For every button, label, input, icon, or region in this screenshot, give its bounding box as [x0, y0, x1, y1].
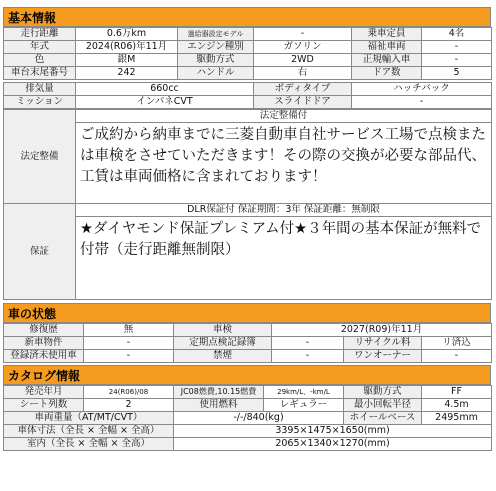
value-mileage: 0.6万km: [76, 28, 178, 41]
warranty-text: ★ダイヤモンド保証プレミアム付★３年間の基本保証が無料で付帯（走行距離無制限）: [76, 217, 492, 300]
label-non-smoking: 禁煙: [174, 350, 272, 363]
table-row: [4, 41, 492, 54]
table-row: [4, 425, 492, 438]
label-legal-maintenance: 法定整備: [4, 110, 76, 204]
label-warranty: 保証: [4, 204, 76, 300]
label-new-car: 新車物件: [4, 337, 84, 350]
label-chassis: 車台末尾番号: [4, 67, 76, 80]
label-weight: 車両重量（AT/MT/CVT）: [4, 412, 174, 425]
label-handle: ハンドル: [178, 67, 254, 80]
value-transmission: インパネCVT: [76, 96, 254, 109]
value-drive: 2WD: [254, 54, 352, 67]
value-catalog-drive: FF: [422, 386, 492, 399]
label-doors: ドア数: [352, 67, 422, 80]
label-capacity: 乗車定員: [352, 28, 422, 41]
label-unused: 登録済未使用車: [4, 350, 84, 363]
value-weight: -/-/840(kg): [174, 412, 344, 425]
value-import: -: [422, 54, 492, 67]
table-row: [4, 83, 492, 96]
label-body-size: 車体寸法（全長 × 全幅 × 全高）: [4, 425, 174, 438]
table-row: [4, 123, 492, 204]
value-body-type: ハッチバック: [352, 83, 492, 96]
table-row: [4, 386, 492, 399]
label-repair-history: 修復歴: [4, 324, 84, 337]
value-supercharger: -: [254, 28, 352, 41]
value-recycle: リ済込: [422, 337, 492, 350]
label-release: 発売年月: [4, 386, 84, 399]
basic-info-table: [3, 27, 492, 80]
table-row: [4, 204, 492, 217]
value-interior-size: 2065×1340×1270(mm): [174, 438, 492, 451]
label-seat-rows: シート列数: [4, 399, 84, 412]
label-drive: 駆動方式: [178, 54, 254, 67]
value-capacity: 4名: [422, 28, 492, 41]
label-turning-radius: 最小回転半径: [344, 399, 422, 412]
value-doors: 5: [422, 67, 492, 80]
table-row: [4, 350, 492, 363]
value-color: 銀M: [76, 54, 178, 67]
label-import: 正規輸入車: [352, 54, 422, 67]
value-unused: -: [84, 350, 174, 363]
label-recycle: リサイクル料: [344, 337, 422, 350]
legal-maintenance-note: 法定整備付: [76, 110, 492, 123]
label-wheelbase: ホイールベース: [344, 412, 422, 425]
label-catalog-drive: 駆動方式: [344, 386, 422, 399]
value-fuel-economy: 29km/L、-km/L: [264, 386, 344, 399]
value-non-smoking: -: [272, 350, 344, 363]
basic-info-header: 基本情報: [3, 7, 491, 27]
label-record-book: 定期点検記録簿: [174, 337, 272, 350]
label-body-type: ボディタイプ: [254, 83, 352, 96]
label-engine: エンジン種別: [178, 41, 254, 54]
table-row: [4, 337, 492, 350]
table-row: [4, 110, 492, 123]
value-year: 2024(R06)年11月: [76, 41, 178, 54]
label-inspection: 車検: [174, 324, 272, 337]
value-engine: ガソリン: [254, 41, 352, 54]
value-fuel: レギュラー: [264, 399, 344, 412]
label-color: 色: [4, 54, 76, 67]
table-row: [4, 412, 492, 425]
label-welfare: 福祉車両: [352, 41, 422, 54]
table-row: [4, 399, 492, 412]
value-new-car: -: [84, 337, 174, 350]
value-slide-door: -: [352, 96, 492, 109]
warranty-note: DLR保証付 保証期間：3年 保証距離：無制限: [76, 204, 492, 217]
label-interior-size: 室内（全長 × 全幅 × 全高）: [4, 438, 174, 451]
value-displacement: 660cc: [76, 83, 254, 96]
value-chassis: 242: [76, 67, 178, 80]
label-year: 年式: [4, 41, 76, 54]
label-fuel-economy: JC08燃費,10.15燃費: [174, 386, 264, 399]
value-turning-radius: 4.5m: [422, 399, 492, 412]
legal-maintenance-table: [3, 109, 492, 300]
value-one-owner: -: [422, 350, 492, 363]
label-supercharger: 過給器設定モデル: [178, 28, 254, 41]
table-row: [4, 438, 492, 451]
value-seat-rows: 2: [84, 399, 174, 412]
label-transmission: ミッション: [4, 96, 76, 109]
catalog-table: [3, 385, 492, 451]
value-release: 24(R06)/08: [84, 386, 174, 399]
value-repair-history: 無: [84, 324, 174, 337]
table-row: [4, 54, 492, 67]
condition-header: 車の状態: [3, 303, 491, 323]
label-fuel: 使用燃料: [174, 399, 264, 412]
value-handle: 右: [254, 67, 352, 80]
value-wheelbase: 2495mm: [422, 412, 492, 425]
condition-table: [3, 323, 492, 363]
table-row: [4, 96, 492, 109]
value-body-size: 3395×1475×1650(mm): [174, 425, 492, 438]
value-inspection: 2027(R09)年11月: [272, 324, 492, 337]
catalog-header: カタログ情報: [3, 365, 491, 385]
legal-maintenance-text: ご成約から納車までに三菱自動車自社サービス工場で点検または車検をさせていただきます！その際の交換が必要な部品代、工賃は車両価格に含まれております！: [76, 123, 492, 204]
label-slide-door: スライドドア: [254, 96, 352, 109]
table-row: [4, 217, 492, 300]
table-row: [4, 324, 492, 337]
label-mileage: 走行距離: [4, 28, 76, 41]
label-one-owner: ワンオーナー: [344, 350, 422, 363]
value-record-book: -: [272, 337, 344, 350]
basic-info-table-2: [3, 82, 492, 109]
table-row: [4, 67, 492, 80]
value-welfare: -: [422, 41, 492, 54]
table-row: [4, 28, 492, 41]
label-displacement: 排気量: [4, 83, 76, 96]
